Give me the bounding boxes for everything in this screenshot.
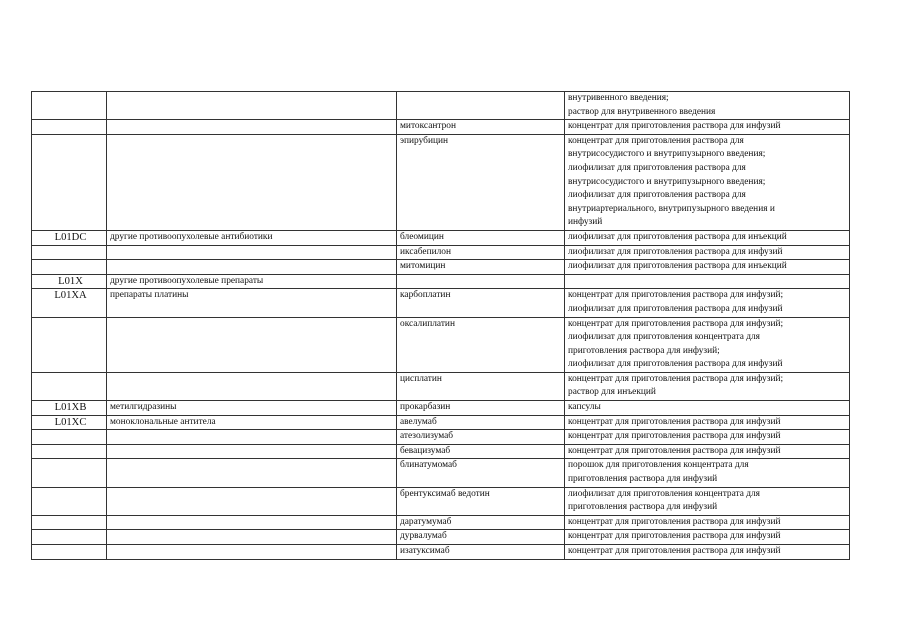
atc-code-cell <box>32 260 107 275</box>
dosage-form-line: порошок для приготовления концентрата для <box>568 460 749 471</box>
dosage-form-cell <box>565 530 850 545</box>
table-row <box>32 134 850 230</box>
drug-name-cell: брентуксимаб ведотин <box>397 487 565 515</box>
drug-name-cell: цисплатин <box>397 372 565 400</box>
atc-code-cell: L01XA <box>32 289 107 317</box>
atc-group-cell <box>107 317 397 372</box>
atc-group-cell <box>107 430 397 445</box>
dosage-form-cell <box>565 415 850 430</box>
dosage-form-line <box>568 275 849 289</box>
dosage-form-line: концентрат для приготовления раствора для инфузий; <box>568 373 784 384</box>
table-row <box>32 92 850 120</box>
drug-name-cell: блинатумомаб <box>397 459 565 487</box>
dosage-form-line: концентрат для приготовления раствора для инфузий; <box>568 318 784 329</box>
dosage-form-line: внутрисосудистого и внутрипузырного введения; <box>568 176 766 187</box>
drug-name-cell: иксабепилон <box>397 245 565 260</box>
table-row <box>32 430 850 445</box>
dosage-form-line: лиофилизат для приготовления раствора для инъекций <box>568 231 787 242</box>
dosage-form-line: внутрисосудистого и внутрипузырного введения; <box>568 149 766 160</box>
atc-code-cell <box>32 530 107 545</box>
atc-code-cell <box>32 372 107 400</box>
atc-group-cell <box>107 530 397 545</box>
atc-group-cell <box>107 260 397 275</box>
drug-name-cell <box>397 92 565 120</box>
dosage-form-cell <box>565 92 850 120</box>
dosage-form-cell <box>565 260 850 275</box>
drug-name-cell: эпирубицин <box>397 134 565 230</box>
dosage-form-line: лиофилизат для приготовления раствора для инфузий <box>568 303 783 314</box>
dosage-form-cell <box>565 134 850 230</box>
atc-group-cell <box>107 372 397 400</box>
dosage-form-line: лиофилизат для приготовления раствора для инъекций <box>568 261 787 272</box>
drug-name-cell <box>397 274 565 289</box>
table-row <box>32 120 850 135</box>
table-row <box>32 260 850 275</box>
table-row <box>32 415 850 430</box>
dosage-form-cell <box>565 515 850 530</box>
dosage-form-line: приготовления раствора для инфузий <box>568 474 718 485</box>
dosage-form-line: лиофилизат для приготовления раствора для <box>568 162 746 173</box>
dosage-form-line: лиофилизат для приготовления концентрата для <box>568 332 760 343</box>
drug-name-cell: блеомицин <box>397 230 565 245</box>
atc-code-cell <box>32 430 107 445</box>
table-row <box>32 487 850 515</box>
dosage-form-cell <box>565 245 850 260</box>
atc-code-cell <box>32 487 107 515</box>
dosage-form-line: концентрат для приготовления раствора для <box>568 135 744 146</box>
table-row <box>32 317 850 372</box>
drug-name-cell: дурвалумаб <box>397 530 565 545</box>
table-row <box>32 515 850 530</box>
atc-code-cell <box>32 120 107 135</box>
drug-table <box>31 91 850 560</box>
dosage-form-cell <box>565 430 850 445</box>
atc-group-cell <box>107 120 397 135</box>
atc-code-cell: L01XB <box>32 401 107 416</box>
dosage-form-line: приготовления раствора для инфузий; <box>568 345 720 356</box>
atc-code-cell <box>32 545 107 560</box>
dosage-form-line: инфузий <box>568 217 603 228</box>
atc-group-cell <box>107 459 397 487</box>
drug-name-cell: изатуксимаб <box>397 545 565 560</box>
atc-group-cell <box>107 92 397 120</box>
dosage-form-line: концентрат для приготовления раствора для инфузий <box>568 121 781 132</box>
dosage-form-line: раствор для внутривенного введения <box>568 106 716 117</box>
atc-group-cell: другие противоопухолевые препараты <box>107 274 397 289</box>
atc-group-cell: моноклональные антитела <box>107 415 397 430</box>
atc-group-cell <box>107 515 397 530</box>
dosage-form-cell <box>565 120 850 135</box>
dosage-form-line: концентрат для приготовления раствора для инфузий <box>568 445 781 456</box>
table-row <box>32 530 850 545</box>
dosage-form-line: внутривенного введения; <box>568 93 669 103</box>
table-row <box>32 289 850 317</box>
drug-name-cell: митоксантрон <box>397 120 565 135</box>
dosage-form-cell <box>565 545 850 560</box>
drug-name-cell: даратумумаб <box>397 515 565 530</box>
table-row <box>32 274 850 289</box>
atc-code-cell <box>32 134 107 230</box>
atc-code-cell: L01DC <box>32 230 107 245</box>
atc-group-cell: другие противоопухолевые антибиотики <box>107 230 397 245</box>
drug-name-cell: бевацизумаб <box>397 444 565 459</box>
atc-code-cell <box>32 444 107 459</box>
dosage-form-line: лиофилизат для приготовления раствора для инфузий <box>568 359 783 370</box>
atc-code-cell <box>32 92 107 120</box>
atc-group-cell: метилгидразины <box>107 401 397 416</box>
table-body <box>32 92 850 560</box>
table-row <box>32 459 850 487</box>
dosage-form-cell <box>565 274 850 289</box>
dosage-form-line: капсулы <box>568 402 601 413</box>
atc-code-cell <box>32 245 107 260</box>
drug-name-cell: авелумаб <box>397 415 565 430</box>
atc-group-cell <box>107 444 397 459</box>
table-row <box>32 245 850 260</box>
dosage-form-cell <box>565 444 850 459</box>
drug-name-cell: прокарбазин <box>397 401 565 416</box>
dosage-form-line: лиофилизат для приготовления раствора для инфузий <box>568 246 783 257</box>
table-row <box>32 372 850 400</box>
dosage-form-cell <box>565 459 850 487</box>
dosage-form-line: концентрат для приготовления раствора для инфузий <box>568 516 781 527</box>
atc-code-cell: L01X <box>32 274 107 289</box>
atc-group-cell <box>107 134 397 230</box>
atc-group-cell: препараты платины <box>107 289 397 317</box>
drug-name-cell: атезолизумаб <box>397 430 565 445</box>
dosage-form-line: лиофилизат для приготовления концентрата для <box>568 488 760 499</box>
dosage-form-cell <box>565 317 850 372</box>
dosage-form-cell <box>565 487 850 515</box>
drug-name-cell: митомицин <box>397 260 565 275</box>
dosage-form-cell <box>565 289 850 317</box>
dosage-form-cell <box>565 372 850 400</box>
atc-code-cell: L01XC <box>32 415 107 430</box>
dosage-form-line: внутриартериального, внутрипузырного введения и <box>568 203 775 214</box>
dosage-form-line: концентрат для приготовления раствора для инфузий <box>568 531 781 542</box>
table-row <box>32 444 850 459</box>
dosage-form-line: концентрат для приготовления раствора для инфузий <box>568 546 781 556</box>
atc-code-cell <box>32 459 107 487</box>
dosage-form-cell <box>565 401 850 416</box>
table-row <box>32 545 850 560</box>
atc-code-cell <box>32 317 107 372</box>
dosage-form-line: приготовления раствора для инфузий <box>568 502 718 513</box>
dosage-form-line: концентрат для приготовления раствора для инфузий <box>568 431 781 442</box>
table-row <box>32 230 850 245</box>
dosage-form-cell <box>565 230 850 245</box>
drug-name-cell: карбоплатин <box>397 289 565 317</box>
dosage-form-line: раствор для инъекций <box>568 387 656 398</box>
atc-group-cell <box>107 487 397 515</box>
atc-group-cell <box>107 245 397 260</box>
drug-name-cell: оксалиплатин <box>397 317 565 372</box>
dosage-form-line: лиофилизат для приготовления раствора для <box>568 190 746 201</box>
atc-group-cell <box>107 545 397 560</box>
dosage-form-line: концентрат для приготовления раствора для инфузий <box>568 416 781 427</box>
table-row <box>32 401 850 416</box>
atc-code-cell <box>32 515 107 530</box>
dosage-form-line: концентрат для приготовления раствора для инфузий; <box>568 290 784 301</box>
